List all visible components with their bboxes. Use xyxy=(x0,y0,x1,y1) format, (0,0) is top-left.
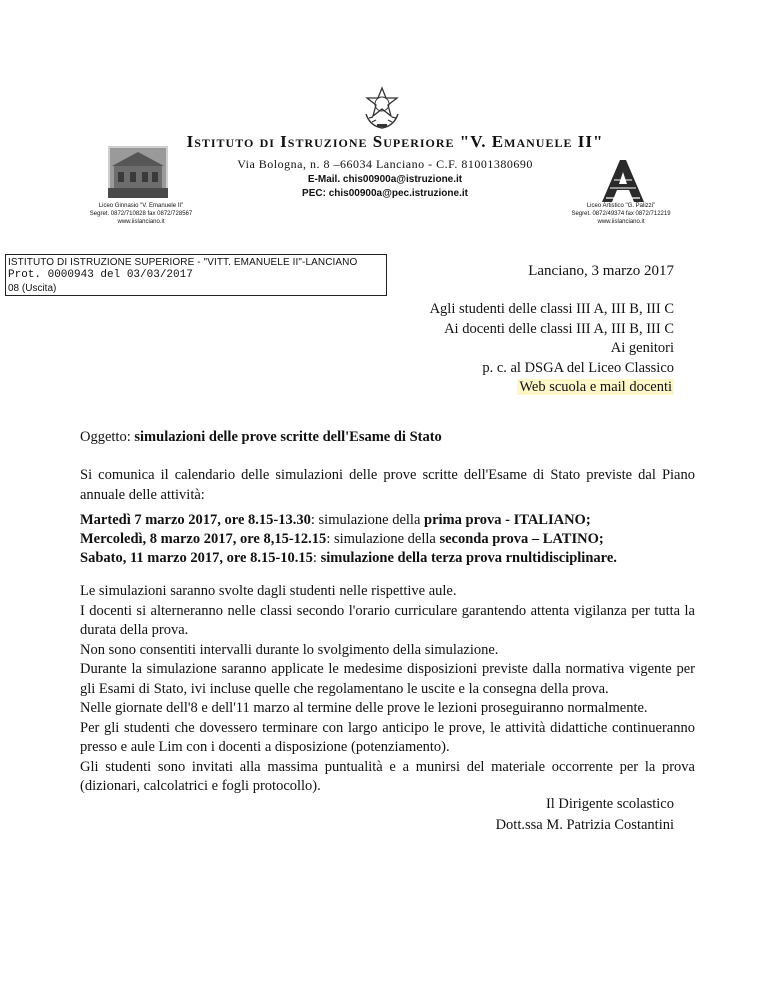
schedule-what: seconda prova – LATINO xyxy=(439,531,599,547)
protocol-institute: ISTITUTO DI ISTRUZIONE SUPERIORE - "VITT. EMANUELE II"-LANCIANO xyxy=(8,257,358,268)
recipient-line: p. c. al DSGA del Liceo Classico xyxy=(482,359,674,376)
recipient-line: Agli studenti delle classi III A, III B, III C xyxy=(429,301,674,317)
institute-email: E-Mail. chis00900a@istruzione.it xyxy=(307,174,463,185)
schedule-end: ; xyxy=(598,531,604,547)
protocol-number: Prot. 0000943 del 03/03/2017 xyxy=(8,269,193,281)
right-school-phones: Segret. 0872/49374 fax 0872/712219 xyxy=(571,211,671,217)
schedule-when: Mercoledì, 8 marzo 2017, ore 8,15-12.15 xyxy=(80,531,327,547)
school-building-picture xyxy=(108,146,168,198)
liceo-artistico-logo-icon xyxy=(598,158,648,204)
republic-emblem-icon xyxy=(360,84,404,130)
recipient-line: Ai docenti delle classi III A, III B, III C xyxy=(444,320,674,337)
schedule-sep: : simulazione della xyxy=(310,512,425,528)
signature-block xyxy=(496,794,674,836)
schedule-end: ; xyxy=(585,512,591,528)
institute-name: Istituto di Istruzione Superiore "V. Emanuele II" xyxy=(186,132,604,151)
schedule-sep: : simulazione della xyxy=(326,531,440,547)
intro-paragraph: Si comunica il calendario delle simulazioni delle prove scritte dell'Esame di Stato previste dal Piano annuale delle attività: xyxy=(80,467,695,503)
left-school-web: www.iislanciano.it xyxy=(117,219,165,225)
body-paragraph: Le simulazioni saranno svolte dagli studenti nelle rispettive aule. xyxy=(80,583,457,599)
schedule-sep: : xyxy=(312,550,321,566)
subject-line xyxy=(80,429,442,446)
schedule-when: Sabato, 11 marzo 2017, ore 8.15-10.15 xyxy=(80,550,313,566)
right-school-web: www.iislanciano.it xyxy=(597,219,645,225)
schedule-end: . xyxy=(613,550,617,566)
right-school-info xyxy=(556,202,686,226)
body-paragraph: Gli studenti sono invitati alla massima puntualità e a munirsi del materiale occorrente per la prova (dizionari, calcolatrici e fogli protocollo). xyxy=(80,758,695,794)
subject-text: simulazioni delle prove scritte dell'Esame di Stato xyxy=(134,429,442,445)
subject-label: Oggetto: xyxy=(80,429,131,445)
body-paragraph: Per gli studenti che dovessero terminare con largo anticipo le prove, le attività didattiche continueranno presso e aule Lim con i docenti a disposizione (potenziamento). xyxy=(80,719,695,755)
institute-address: Via Bologna, n. 8 –66034 Lanciano - C.F. 81001380690 xyxy=(237,157,533,171)
body-paragraph: Non sono consentiti intervalli durante lo svolgimento della simulazione. xyxy=(80,641,499,658)
left-school-name: Liceo Ginnasio "V. Emanuele II" xyxy=(98,203,184,209)
body-paragraphs xyxy=(80,582,695,797)
schedule-when: Martedì 7 marzo 2017, ore 8.15-13.30 xyxy=(80,512,311,528)
schedule-item xyxy=(80,511,695,530)
schedule-what: prima prova - ITALIANO xyxy=(424,512,586,528)
schedule-item xyxy=(80,549,695,568)
schedule-list xyxy=(80,511,695,568)
body-paragraph: I docenti si alterneranno nelle classi secondo l'orario curriculare garantendo attenta vigilanza per tutta la durata della prova. xyxy=(80,602,695,638)
date-place: Lanciano, 3 marzo 2017 xyxy=(528,263,674,279)
institute-pec: PEC: chis00900a@pec.istruzione.it xyxy=(302,188,468,199)
left-school-phones: Segret. 0872/710828 fax 0872/728567 xyxy=(89,211,193,217)
left-school-info xyxy=(76,202,206,226)
recipient-line xyxy=(430,378,674,398)
protocol-direction: 08 (Uscita) xyxy=(8,283,57,294)
schedule-item xyxy=(80,530,695,549)
signature-role: Il Dirigente scolastico xyxy=(545,796,674,812)
protocol-stamp xyxy=(5,254,387,296)
body-paragraph: Durante la simulazione saranno applicate le medesime disposizioni previste dalla normativa vigente per gli Esami di Stato, ivi incluse quelle che regolamentano le uscite e la consegna della prova. xyxy=(80,661,695,697)
recipient-highlighted: Web scuola e mail docenti xyxy=(519,379,672,395)
signature-name: Dott.ssa M. Patrizia Costantini xyxy=(495,817,674,833)
recipients-list xyxy=(430,300,674,398)
recipient-line: Ai genitori xyxy=(610,340,674,356)
body-paragraph: Nelle giornate dell'8 e dell'11 marzo al termine delle prove le lezioni proseguiranno normalmente. xyxy=(80,700,648,716)
schedule-what: simulazione della terza prova rnultidisciplinare xyxy=(320,550,614,566)
right-school-name: Liceo Artistico "G. Palizzi" xyxy=(586,203,656,209)
